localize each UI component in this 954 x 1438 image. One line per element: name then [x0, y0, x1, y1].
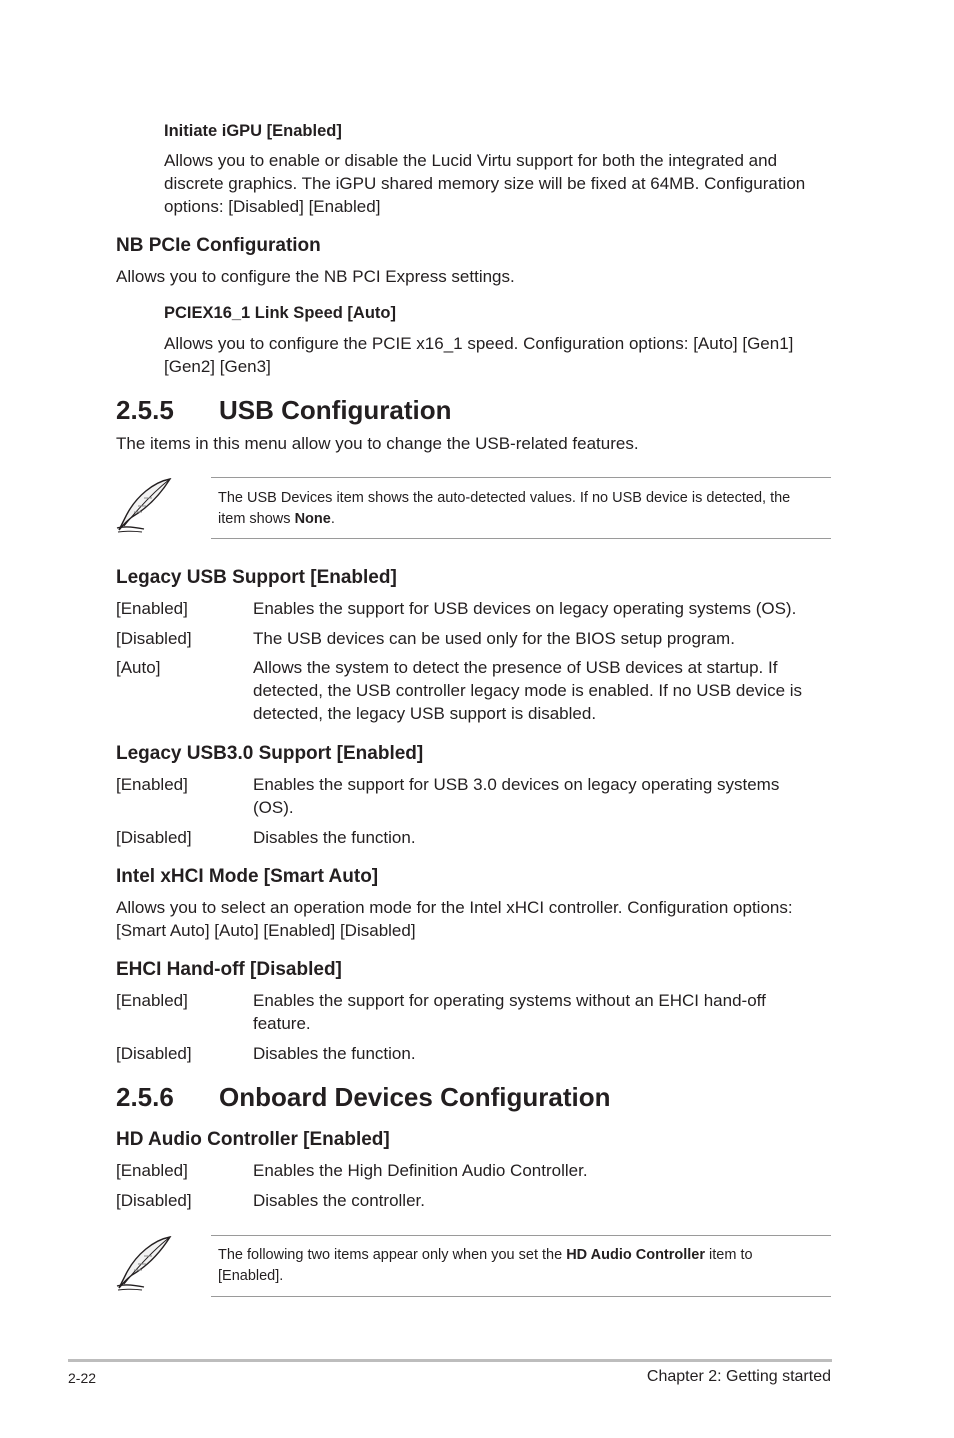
option-desc: Enables the High Definition Audio Controller. — [253, 1161, 588, 1180]
chapter-label: Chapter 2: Getting started — [646, 1368, 831, 1385]
option-key: [Disabled] — [116, 1191, 192, 1210]
igpu-description — [164, 149, 844, 218]
quill-pen-icon — [114, 476, 174, 534]
option-desc: feature. — [253, 1014, 311, 1033]
option-key: [Enabled] — [116, 599, 188, 618]
link-speed-title: PCIEX16_1 Link Speed [Auto] — [164, 304, 396, 322]
note-line: The USB Devices item shows the auto-detected values. If no USB device is detected, the — [218, 490, 791, 506]
ehci-heading: EHCI Hand-off [Disabled] — [116, 959, 342, 980]
note-line: [Enabled]. — [218, 1268, 284, 1284]
option-desc: Disables the controller. — [253, 1191, 425, 1210]
option-key: [Auto] — [116, 658, 161, 677]
option-key: [Disabled] — [116, 828, 192, 847]
option-row — [116, 1159, 832, 1182]
usb-note-text — [218, 488, 790, 530]
note-bold-text: HD Audio Controller — [566, 1247, 706, 1263]
legacy-usb-heading: Legacy USB Support [Enabled] — [116, 567, 397, 588]
link-speed-description — [164, 332, 844, 378]
igpu-line: discrete graphics. The iGPU shared memory size will be fixed at 64MB. Configuration — [164, 174, 806, 193]
option-row — [116, 989, 832, 1035]
section-number: 2.5.5 — [116, 395, 174, 425]
link-speed-line: [Gen2] [Gen3] — [164, 357, 271, 376]
quill-pen-icon — [114, 1234, 174, 1292]
xhci-line: Allows you to select an operation mode for the Intel xHCI controller. Configuration options: — [116, 898, 793, 917]
igpu-title: Initiate iGPU [Enabled] — [164, 122, 342, 140]
option-row — [116, 627, 832, 650]
usb-note-box — [211, 477, 831, 539]
xhci-line: [Smart Auto] [Auto] [Enabled] [Disabled] — [116, 921, 416, 940]
section-title: Onboard Devices Configuration — [219, 1082, 611, 1112]
legacy-usb30-heading: Legacy USB3.0 Support [Enabled] — [116, 743, 424, 764]
note-text: item shows — [218, 511, 295, 527]
option-desc: (OS). — [253, 798, 294, 817]
note-text: . — [330, 511, 335, 527]
option-desc: Disables the function. — [253, 828, 416, 847]
option-row — [116, 773, 832, 819]
usb-description: The items in this menu allow you to change the USB-related features. — [116, 434, 639, 453]
hd-audio-note-box — [211, 1235, 831, 1297]
option-row — [116, 1189, 832, 1212]
nb-pcie-heading: NB PCIe Configuration — [116, 235, 321, 256]
option-key: [Enabled] — [116, 1161, 188, 1180]
option-desc: detected, the USB controller legacy mode is enabled. If no USB device is — [253, 681, 803, 700]
note-line — [218, 1245, 753, 1266]
section-number: 2.5.6 — [116, 1082, 174, 1112]
footer-divider — [68, 1359, 832, 1362]
nb-pcie-description: Allows you to configure the NB PCI Express settings. — [116, 267, 515, 286]
section-title: USB Configuration — [219, 395, 452, 425]
igpu-line: options: [Disabled] [Enabled] — [164, 197, 381, 216]
option-desc: Enables the support for operating systems without an EHCI hand-off — [253, 991, 766, 1010]
option-key: [Enabled] — [116, 775, 188, 794]
hd-audio-heading: HD Audio Controller [Enabled] — [116, 1129, 390, 1150]
option-desc: Allows the system to detect the presence of USB devices at startup. If — [253, 658, 778, 677]
option-desc: Disables the function. — [253, 1044, 416, 1063]
option-row — [116, 597, 832, 620]
option-row — [116, 656, 832, 725]
note-text: item to — [705, 1247, 753, 1263]
xhci-heading: Intel xHCI Mode [Smart Auto] — [116, 866, 379, 887]
note-line — [218, 509, 790, 530]
option-row — [116, 1042, 832, 1065]
option-desc: detected, the legacy USB support is disabled. — [253, 704, 597, 723]
link-speed-line: Allows you to configure the PCIE x16_1 speed. Configuration options: [Auto] [Gen1] — [164, 334, 794, 353]
usb-section-heading — [116, 395, 452, 425]
option-key: [Enabled] — [116, 991, 188, 1010]
onboard-section-heading — [116, 1082, 611, 1112]
option-desc: Enables the support for USB 3.0 devices on legacy operating systems — [253, 775, 780, 794]
note-text: The following two items appear only when you set the — [218, 1247, 567, 1263]
option-key: [Disabled] — [116, 629, 192, 648]
option-desc: The USB devices can be used only for the BIOS setup program. — [253, 629, 735, 648]
igpu-line: Allows you to enable or disable the Lucid Virtu support for both the integrated and — [164, 151, 778, 170]
option-desc: Enables the support for USB devices on legacy operating systems (OS). — [253, 599, 797, 618]
page-number: 2-22 — [68, 1370, 97, 1386]
option-row — [116, 826, 832, 849]
hd-audio-note-text — [218, 1245, 753, 1287]
note-bold-text: None — [294, 511, 331, 527]
xhci-description — [116, 896, 832, 942]
option-key: [Disabled] — [116, 1044, 192, 1063]
